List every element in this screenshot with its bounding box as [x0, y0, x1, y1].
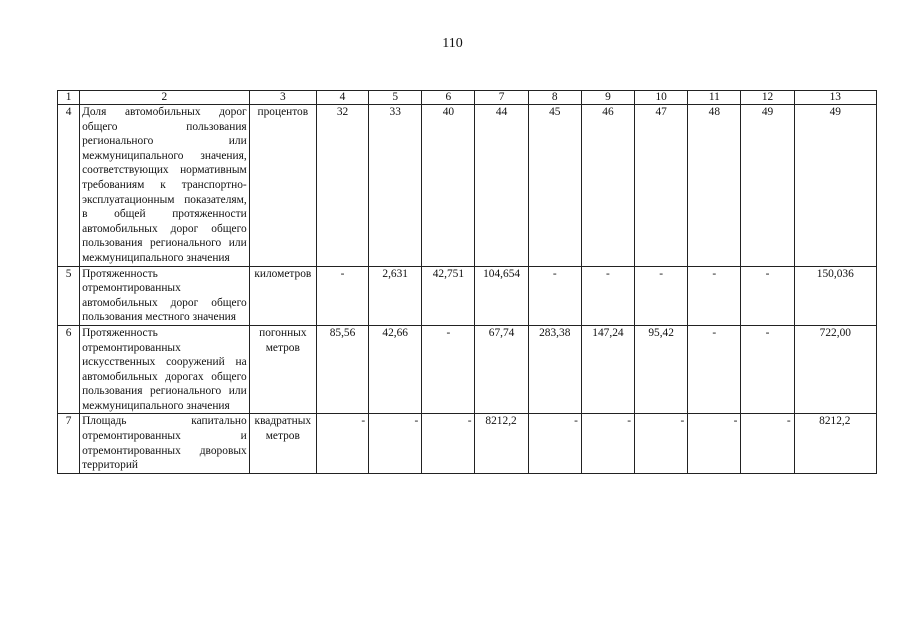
row-number: 4: [58, 105, 80, 267]
unit-cell: процентов: [249, 105, 316, 267]
value-cell: 8212,2: [475, 414, 528, 473]
table-row: [58, 105, 877, 267]
indicator-name: Протяженность отремонтированных автомобильных дорог общего пользования местного значения: [80, 266, 250, 325]
column-header: 8: [528, 91, 581, 105]
value-cell: 49: [794, 105, 876, 267]
indicator-name: Протяженность отремонтированных искусственных сооружений на автомобильных дорогах общего пользования регионального или межмуниципального значения: [80, 325, 250, 414]
unit-cell: квадратных метров: [249, 414, 316, 473]
value-cell: -: [316, 414, 368, 473]
row-number: 6: [58, 325, 80, 414]
value-cell: -: [688, 325, 741, 414]
value-cell: 147,24: [581, 325, 634, 414]
value-cell: 48: [688, 105, 741, 267]
value-cell: -: [635, 414, 688, 473]
row-number: 5: [58, 266, 80, 325]
column-header: 3: [249, 91, 316, 105]
value-cell: -: [688, 266, 741, 325]
column-header: 4: [316, 91, 368, 105]
value-cell: 150,036: [794, 266, 876, 325]
value-cell: 32: [316, 105, 368, 267]
value-cell: -: [581, 266, 634, 325]
column-header: 11: [688, 91, 741, 105]
indicator-name: Доля автомобильных дорог общего пользования регионального или межмуниципального значения, соответствующих нормативным требованиям к транспортно-эксплуатационным показателям, в общей протяженности автомобильных дорог общего пользования регионального или межмуниципального значения: [80, 105, 250, 267]
value-cell: 95,42: [635, 325, 688, 414]
column-header: 13: [794, 91, 876, 105]
value-cell: 104,654: [475, 266, 528, 325]
table-row: [58, 414, 877, 473]
value-cell: -: [581, 414, 634, 473]
value-cell: -: [688, 414, 741, 473]
unit-cell: погонных метров: [249, 325, 316, 414]
row-number: 7: [58, 414, 80, 473]
value-cell: -: [316, 266, 368, 325]
value-cell: 67,74: [475, 325, 528, 414]
value-cell: -: [635, 266, 688, 325]
value-cell: -: [741, 414, 794, 473]
value-cell: -: [422, 325, 475, 414]
unit-cell: километров: [249, 266, 316, 325]
value-cell: 85,56: [316, 325, 368, 414]
value-cell: 44: [475, 105, 528, 267]
column-header: 12: [741, 91, 794, 105]
value-cell: 2,631: [369, 266, 422, 325]
header-row: [58, 91, 877, 105]
value-cell: 8212,2: [794, 414, 876, 473]
value-cell: -: [741, 325, 794, 414]
column-header: 6: [422, 91, 475, 105]
column-header: 7: [475, 91, 528, 105]
value-cell: 49: [741, 105, 794, 267]
data-table: [57, 90, 877, 474]
value-cell: 33: [369, 105, 422, 267]
column-header: 5: [369, 91, 422, 105]
value-cell: -: [369, 414, 422, 473]
indicator-name: Площадь капитально отремонтированных и отремонтированных дворовых территорий: [80, 414, 250, 473]
value-cell: -: [528, 266, 581, 325]
value-cell: 42,66: [369, 325, 422, 414]
page-number: 110: [442, 36, 463, 51]
value-cell: 283,38: [528, 325, 581, 414]
value-cell: -: [528, 414, 581, 473]
value-cell: -: [422, 414, 475, 473]
value-cell: 42,751: [422, 266, 475, 325]
value-cell: 722,00: [794, 325, 876, 414]
value-cell: 45: [528, 105, 581, 267]
table-row: [58, 325, 877, 414]
value-cell: 47: [635, 105, 688, 267]
value-cell: 40: [422, 105, 475, 267]
column-header: 10: [635, 91, 688, 105]
value-cell: -: [741, 266, 794, 325]
table-row: [58, 266, 877, 325]
column-header: 2: [80, 91, 250, 105]
value-cell: 46: [581, 105, 634, 267]
column-header: 1: [58, 91, 80, 105]
column-header: 9: [581, 91, 634, 105]
